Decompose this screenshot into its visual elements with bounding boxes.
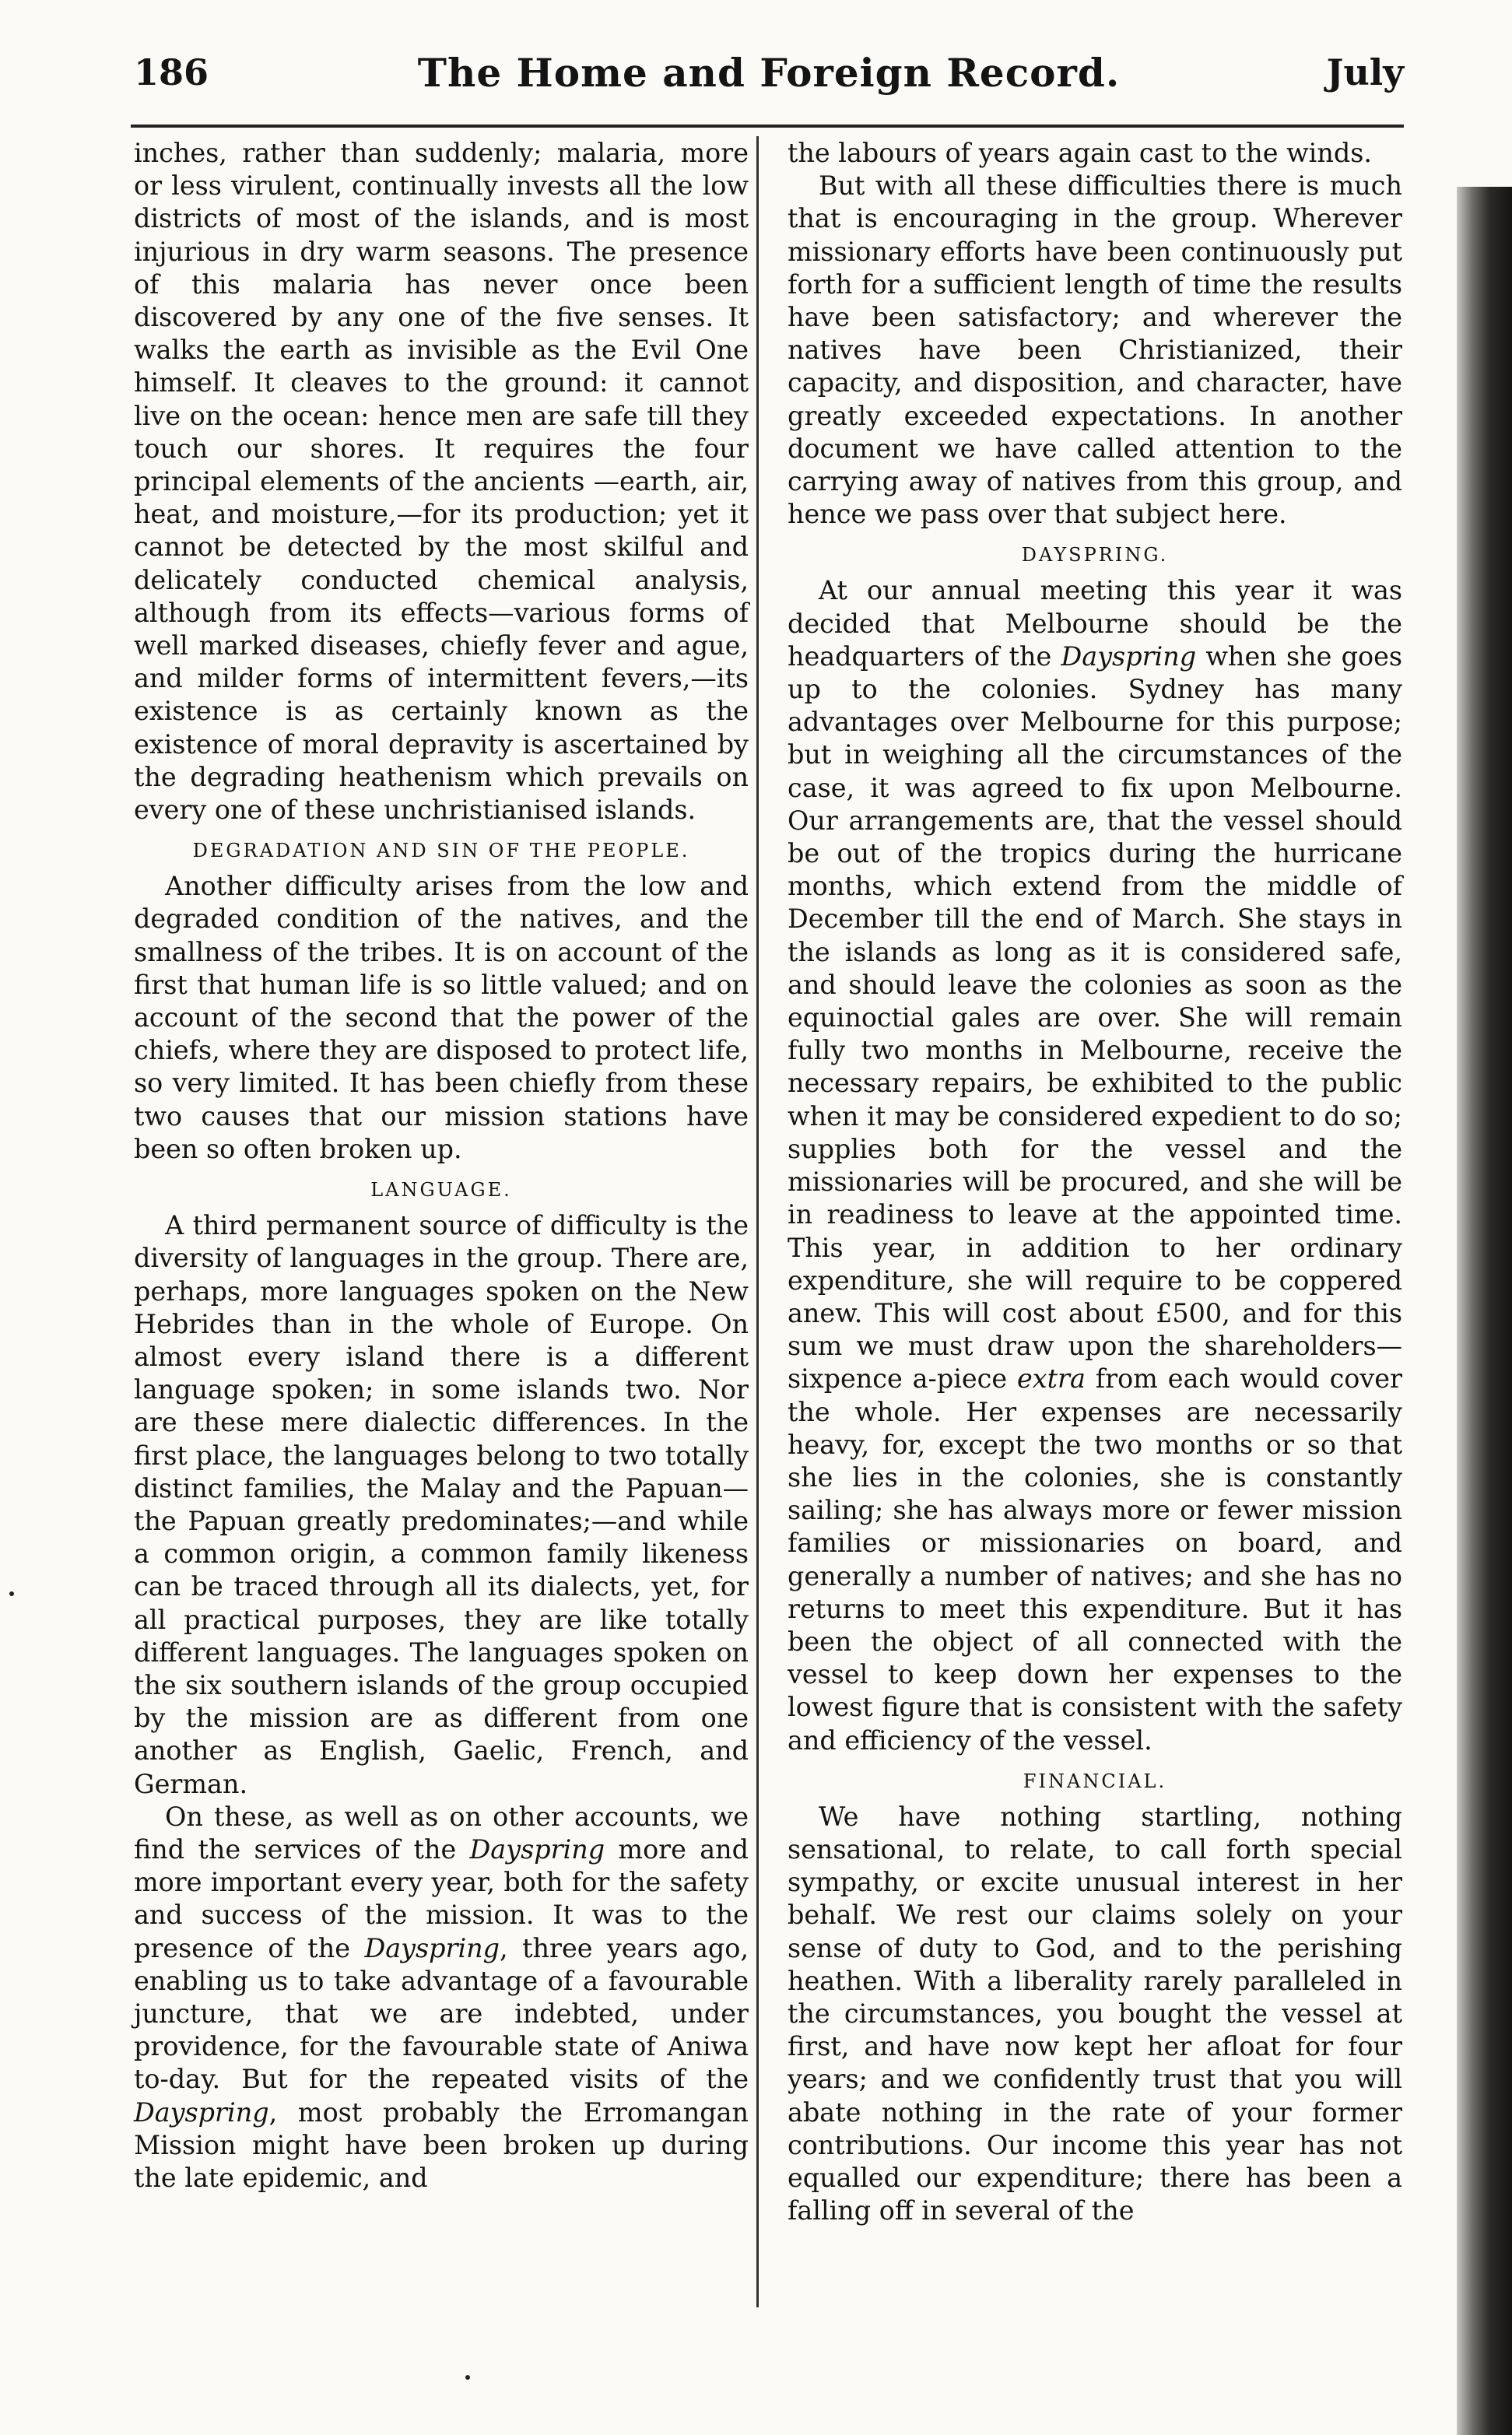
heading-degradation: DEGRADATION AND SIN OF THE PEOPLE. (192, 840, 690, 862)
left-column (134, 137, 749, 2195)
scanned-page-edge (1457, 187, 1512, 2435)
header-rule (131, 125, 1404, 128)
dayspring-services-paragraph: On these, as well as on other accounts, we find the services of the Dayspring more and more important every year, both for the safety and success of the mission. It was to the presence of the Dayspring, three years ago, enabling us to take advantage of a favourable juncture, that we are indebted, under providence, for the favourable state of Aniwa to-day. But for the repeated visits of the Dayspring, most probably the Erromangan Mission might have been broken up during the late epidemic, and (134, 1801, 749, 2193)
heading-language: LANGUAGE. (370, 1179, 512, 1202)
ship-name: Dayspring (469, 1833, 605, 1865)
ink-speck (465, 2375, 470, 2380)
extra-word: extra (1016, 1363, 1086, 1395)
financial-paragraph: We have nothing startling, nothing sensational, to relate, to call forth special sympathy, or excite unusual interest in her behalf. We rest our claims solely on your sense of duty to God, and to the perishing heathen. With a liberality rarely paralleled in the circumstances, you bought the vessel at first, and have now kept her afloat for four years; and we confidently trust that you will abate nothing in the rate of your former contributions. Our income this year has not equalled our expenditure; there has been a falling off in several of the (788, 1801, 1402, 2226)
intro-paragraph: inches, rather than suddenly; malaria, more or less virulent, continually invests all the low districts of most of the islands, and is most injurious in dry warm seasons. The presence of this malaria has never once been discovered by any one of the five senses. It walks the earth as invisible as the Evil One himself. It cleaves to the ground: it cannot live on the ocean: hence men are safe till they touch our shores. It requires the four principal elements of the ancients —earth, air, heat, and moisture,—for its production; yet it cannot be detected by the most skilful and delicately conducted chemical analysis, although from its effects—various forms of well marked diseases, chiefly fever and ague, and milder forms of intermittent fevers,—its existence is as certainly known as the existence of moral depravity is ascertained by the degrading heathenism which prevails on every one of these unchristianised islands. (134, 138, 749, 826)
heading-financial: FINANCIAL. (1023, 1770, 1167, 1792)
ship-name: Dayspring (364, 1932, 500, 1963)
ship-name: Dayspring (134, 2096, 269, 2128)
continuation-line: the labours of years again cast to the winds. (788, 138, 1372, 168)
encouraging-paragraph: But with all these difficulties there is much that is encouraging in the group. Wherever missionary efforts have been continuously put forth for a sufficient length of time the results have been satisfactory; and wherever the natives have been Christianized, their capacity, and disposition, and character, have greatly exceeded expectations. In another document we have called attention to the carrying away of natives from this group, and hence we pass over that subject here. (788, 170, 1402, 530)
annual-meeting-paragraph: At our annual meeting this year it was decided that Melbourne should be the headquarters of the Dayspring when she goes up to the colonies. Sydney has many advantages over Melbourne for this purpose; but in weighing all the circumstances of the case, it was agreed to fix upon Melbourne. Our arrangements are, that the vessel should be out of the tropics during the hurricane months, which extend from the middle of December till the end of March. She stays in the islands as long as it is considered safe, and should leave the colonies as soon as the equinoctial gales are over. She will remain fully two months in Melbourne, receive the necessary repairs, be exhibited to the public when it may be considered expedient to do so; supplies both for the vessel and the missionaries will be procured, and she will be in readiness to leave at the appointed time. This year, in addition to her ordinary expenditure, she will require to be coppered anew. This will cost about £500, and for this sum we must draw upon the shareholders—sixpence a-piece extra from each would cover the whole. Her expenses are necessarily heavy, for, except the two months or so that she lies in the colonies, she is constantly sailing; she has always more or fewer mission families or missionaries on board, and generally a number of natives; and she has no returns to meet this expenditure. But it has been the object of all connected with the vessel to keep down her expenses to the lowest figure that is consistent with the safety and efficiency of the vessel. (788, 575, 1403, 1756)
right-column (788, 137, 1402, 2227)
heading-dayspring: DAYSPRING. (1021, 544, 1169, 567)
page-number: 186 (134, 51, 209, 93)
language-paragraph: A third permanent source of difficulty is the diversity of languages in the group. There are, perhaps, more languages spoken on the New Hebrides than in the whole of Europe. On almost every island there is a different language spoken; in some islands two. Nor are these mere dialectic differences. In the first place, the languages belong to two totally distinct families, the Malay and the Papuan—the Papuan greatly predominates;—and while a common origin, a common family likeness can be traced through all its dialects, yet, for all practical purposes, they are like totally different languages. The languages spoken on the six southern islands of the group occupied by the mission are as different from one another as English, Gaelic, French, and German. (134, 1210, 749, 1799)
ink-speck (9, 1591, 14, 1596)
month-label: July (1326, 51, 1404, 93)
page-header (134, 51, 1404, 106)
ship-name: Dayspring (1061, 640, 1197, 672)
column-divider (756, 136, 759, 2307)
degradation-paragraph: Another difficulty arises from the low and degraded condition of the natives, and the smallness of the tribes. It is on account of the first that human life is so little valued; and on account of the second that the power of the chiefs, where they are disposed to protect life, so very limited. It has been chiefly from these two causes that our mission stations have been so often broken up. (134, 871, 749, 1164)
running-title: The Home and Foreign Record. (417, 50, 1121, 96)
